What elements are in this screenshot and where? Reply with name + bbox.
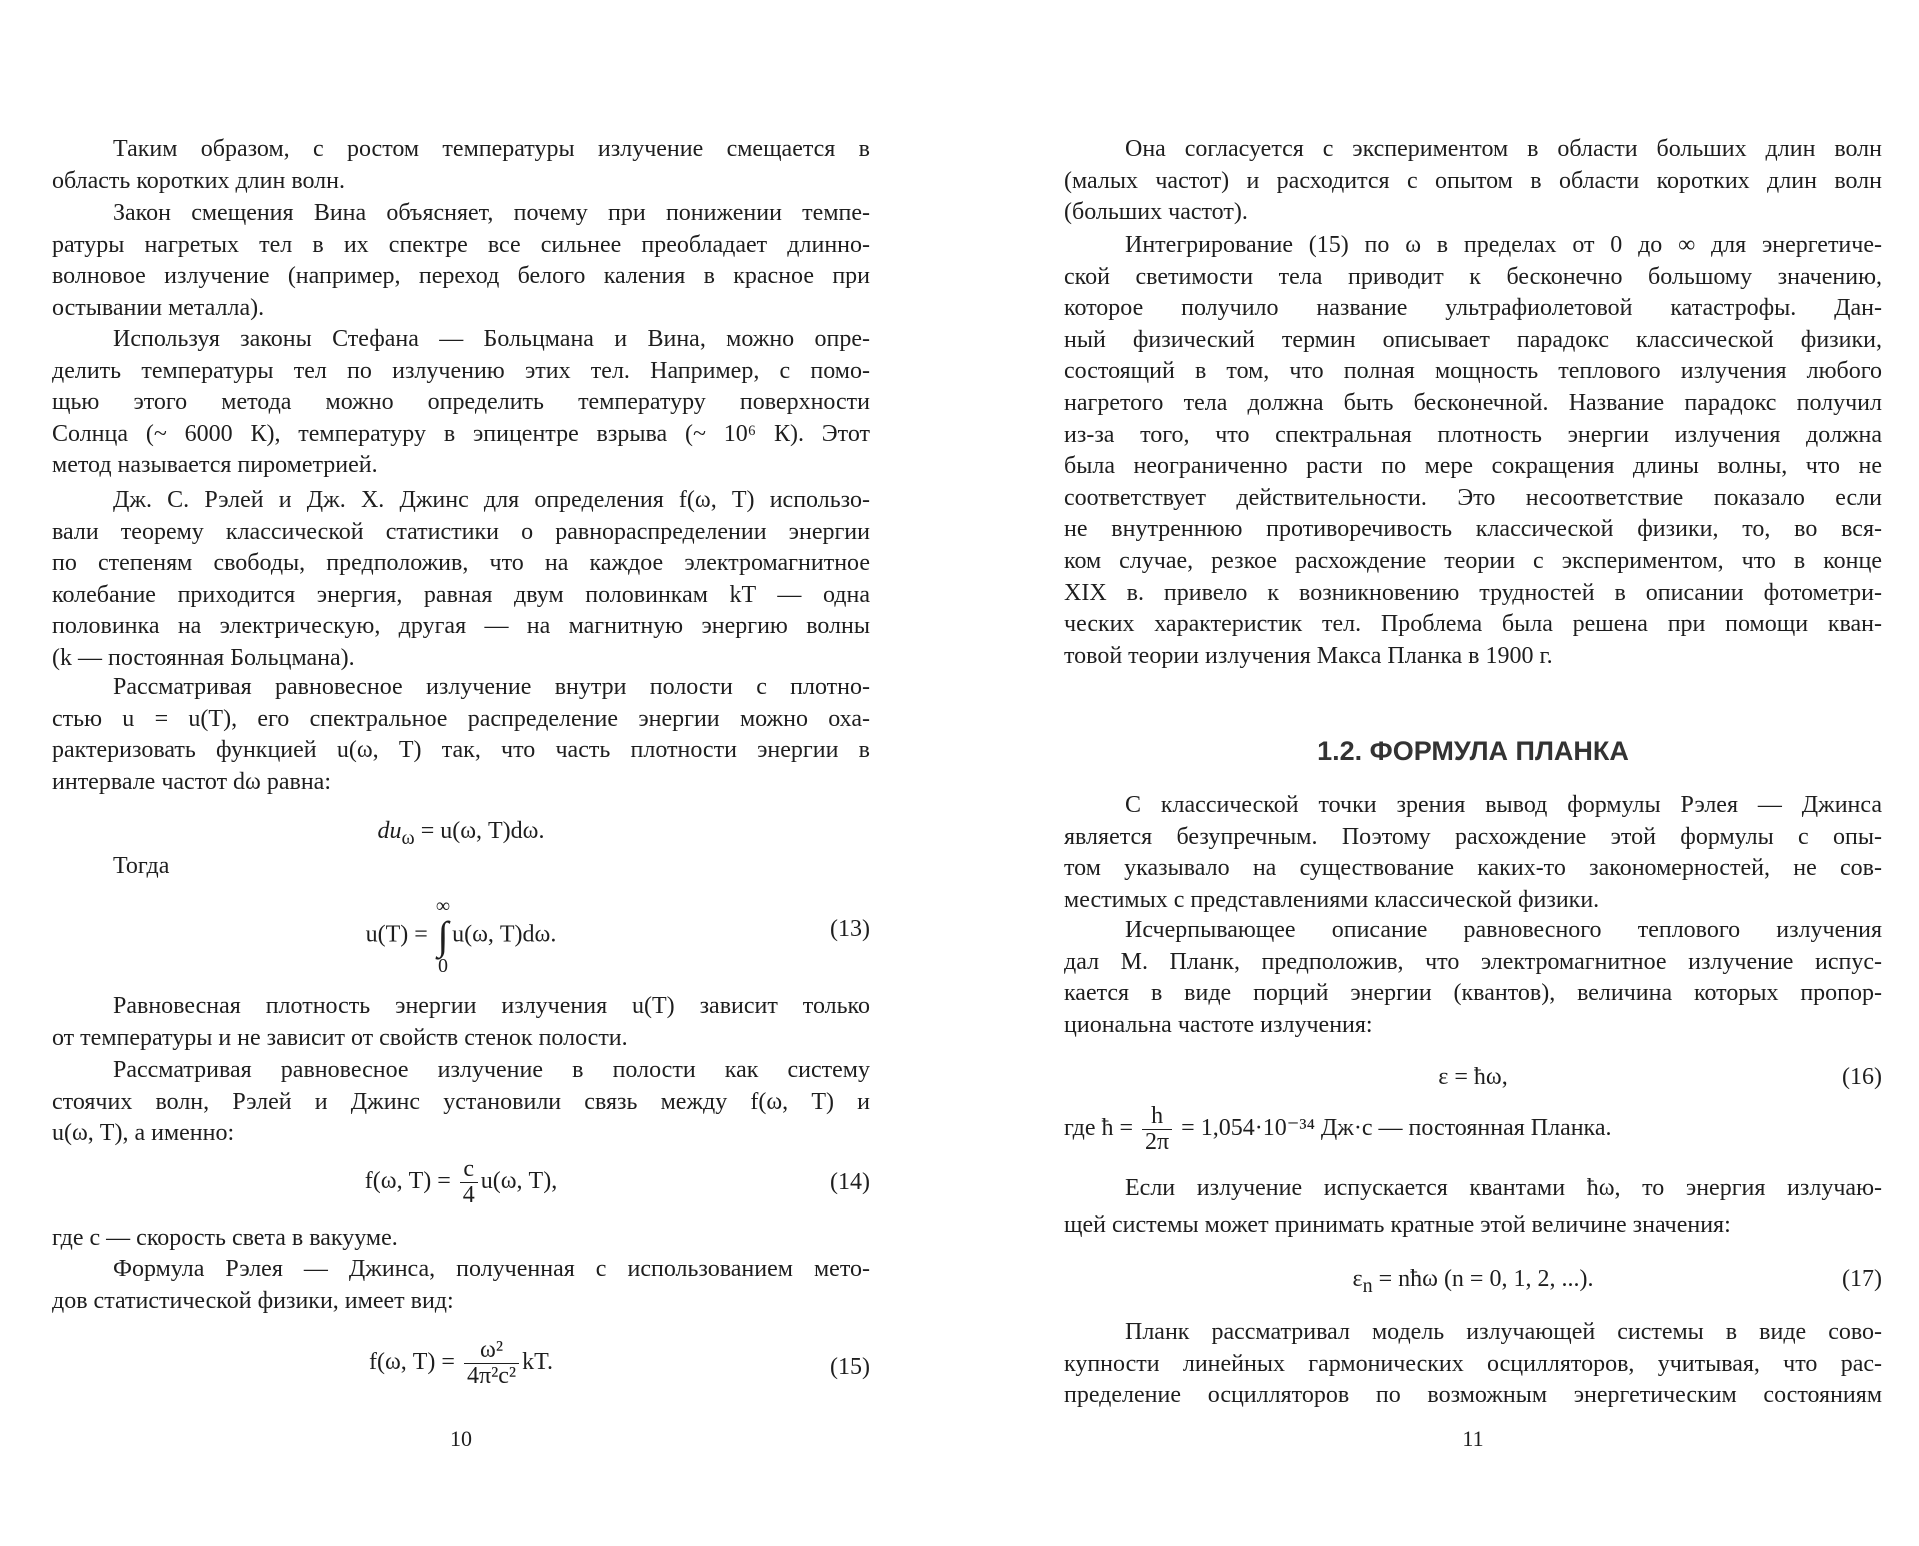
page-number: 11 (1462, 1426, 1484, 1451)
equation-number: (15) (830, 1354, 870, 1380)
formula-part: f(ω, T) = (368, 1349, 461, 1376)
text-line: по степеням свободы, предположив, что на каждое электромагнитное (52, 550, 870, 577)
fraction (464, 1338, 519, 1389)
text-line: соответствует действительности. Это несоответствие показало если (1064, 484, 1882, 511)
formula-part: u(ω, T)dω. (452, 921, 557, 948)
text-line: стью u = u(T), его спектральное распределение энергии можно оха- (52, 705, 870, 732)
text-line: Дж. С. Рэлей и Дж. Х. Джинс для определения f(ω, T) использо- (113, 487, 870, 513)
formula-du (52, 816, 870, 854)
section-heading: 1.2. ФОРМУЛА ПЛАНКА (1317, 736, 1629, 766)
text-line: дал М. Планк, предположив, что электромагнитное излучение испус- (1064, 948, 1882, 975)
text-line: где c — скорость света в вакууме. (52, 1225, 398, 1251)
formula-part: = u(ω, T)dω. (414, 818, 545, 844)
text-line: (малых частот) и расходится с опытом в области коротких длин волн (1064, 167, 1882, 194)
formula-part: h (1142, 1104, 1172, 1130)
text-line: колебание приходится энергия, равная двум половинкам kT — одна (52, 581, 870, 608)
paragraph (1064, 915, 1882, 1041)
page-number: 10 (450, 1426, 472, 1451)
text-line: из-за того, что спектральная плотность энергии излучения должна (1064, 421, 1882, 448)
paragraph (1064, 1170, 1882, 1244)
text-line: не внутреннюю противоречивость классической физики, то, во вся- (1064, 516, 1882, 543)
text-line: купности линейных гармонических осцилляторов, учитывая, что рас- (1064, 1350, 1882, 1377)
formula-part: = 1,054·10⁻³⁴ Дж·с — постоянная Планка. (1175, 1115, 1612, 1142)
planck-constant-line (1064, 1104, 1882, 1160)
text-line: кается в виде порций энергии (квантов), величина которых пропор- (1064, 980, 1882, 1007)
text-line: Она согласуется с экспериментом в области больших длин волн (1125, 136, 1882, 162)
text-line: местимых с представлениями классической физики. (1064, 886, 1600, 913)
paragraph (1064, 790, 1882, 916)
paragraph (1064, 1317, 1882, 1412)
formula-part: ω (401, 826, 415, 849)
paragraph-togda: Тогда (113, 853, 170, 879)
text-line: Используя законы Стефана — Больцмана и Вина, можно опре- (113, 326, 870, 352)
formula-15 (52, 1338, 870, 1398)
text-line: нагретого тела должна быть бесконечной. Название парадокс получил (1064, 389, 1882, 416)
text-line: С классической точки зрения вывод формулы Рэлея — Джинса (1125, 792, 1882, 818)
text-line: которое получило название ультрафиолетовой катастрофы. Дан- (1064, 295, 1882, 322)
paragraph (1064, 230, 1882, 672)
formula-part: n (1362, 1274, 1373, 1297)
paragraph (52, 1055, 870, 1150)
formula-part: где ħ = (1064, 1115, 1140, 1142)
fraction (1142, 1104, 1172, 1155)
paragraph (52, 324, 870, 482)
formula-14 (52, 1157, 870, 1213)
text-line: стоячих волн, Рэлей и Джинс установили связь между f(ω, T) и (52, 1088, 870, 1115)
integral-sign (436, 896, 450, 976)
text-line: состоящий в том, что полная мощность теплового излучения любого (1064, 358, 1882, 385)
text-line: рактеризовать функцией u(ω, T) так, что часть плотности энергии в (52, 737, 870, 764)
formula-part: ∞ (435, 895, 451, 917)
paragraph (52, 672, 870, 798)
paragraph (52, 1254, 870, 1317)
equation-number: (17) (1842, 1266, 1882, 1292)
text-line: Равновесная плотность энергии излучения u(T) зависит только (113, 993, 870, 1019)
paragraph (52, 485, 870, 675)
formula-part: f(ω, T) = (364, 1168, 457, 1195)
text-line: от температуры и не зависит от свойств стенок полости. (52, 1024, 628, 1051)
formula-part: 0 (437, 955, 448, 977)
text-line: остывании металла). (52, 294, 265, 321)
formula-part: u(T) = (365, 921, 434, 948)
paragraph (52, 1223, 870, 1255)
text-line: дов статистической физики, имеет вид: (52, 1287, 454, 1314)
paragraph (52, 134, 870, 197)
text-line: метод называется пирометрией. (52, 452, 378, 479)
formula-part: ε (1352, 1266, 1363, 1292)
paragraph (1064, 134, 1882, 229)
formula-16 (1064, 1062, 1882, 1094)
text-line: u(ω, T), а именно: (52, 1120, 235, 1147)
formula-17 (1064, 1264, 1882, 1302)
text-line: Закон смещения Вина объясняет, почему при понижении темпе- (113, 200, 870, 226)
paragraph (52, 198, 870, 324)
text-line: Формула Рэлея — Джинса, полученная с использованием мето- (113, 1256, 870, 1282)
text-line: Планк рассматривал модель излучающей системы в виде сово- (1125, 1319, 1882, 1345)
text-line: Исчерпывающее описание равновесного теплового излучения (1125, 917, 1882, 943)
paragraph (52, 991, 870, 1054)
formula-part: u(ω, T), (480, 1168, 558, 1195)
text-line: щей системы может принимать кратные этой величине значения: (1064, 1212, 1731, 1238)
text-line: является безупречным. Поэтому расхождение этой формулы с опы- (1064, 823, 1882, 850)
text-line: Таким образом, с ростом температуры излучение смещается в (113, 136, 870, 162)
formula-part: ω² (464, 1338, 519, 1364)
formula-part: du (377, 818, 402, 844)
formula-part: ∫ (437, 913, 449, 958)
text-line: товой теории излучения Макса Планка в 1900 г. (1064, 642, 1553, 669)
formula-13 (52, 890, 870, 977)
text-line: ратуры нагретых тел в их спектре все сильнее преобладает длинно- (52, 231, 870, 258)
text-line: Солнца (~ 6000 К), температуру в эпицентре взрыва (~ 10⁶ К). Этот (52, 420, 870, 447)
text-line: половинка на электрическую, другая — на магнитную энергию волны (52, 613, 870, 640)
text-line: циональна частоте излучения: (1064, 1011, 1373, 1038)
equation-number: (14) (830, 1169, 870, 1195)
text-line: том указывало на существование каких-то закономерностей, не сов- (1064, 855, 1882, 882)
formula-part: c (460, 1157, 478, 1183)
equation-number: (13) (830, 916, 870, 942)
text-line: Рассматривая равновесное излучение в полости как систему (113, 1057, 870, 1083)
equation-number: (16) (1842, 1064, 1882, 1090)
text-line: волновое излучение (например, переход белого каления в красное при (52, 263, 870, 290)
text-line: область коротких длин волн. (52, 167, 345, 194)
text-line: была неограниченно расти по мере сокращения длины волны, что не (1064, 453, 1882, 480)
text-line: Рассматривая равновесное излучение внутри полости с плотно- (113, 674, 870, 700)
formula-part: = nħω (n = 0, 1, 2, ...). (1372, 1266, 1594, 1292)
text-line: (больших частот). (1064, 199, 1248, 226)
text-line: ской светимости тела приводит к бесконечно большому значению, (1064, 263, 1882, 290)
text-line: (k — постоянная Больцмана). (52, 644, 355, 671)
fraction (460, 1157, 478, 1208)
text-line: Если излучение испускается квантами ħω, то энергия излучаю- (1125, 1175, 1882, 1201)
formula-part: kT. (522, 1349, 554, 1376)
formula-part: 4 (462, 1182, 475, 1209)
text-line: ный физический термин описывает парадокс классической физики, (1064, 326, 1882, 353)
text-line: вали теорему классической статистики о равнораспределении энергии (52, 518, 870, 545)
text-line: щью этого метода можно определить температуру поверхности (52, 389, 870, 416)
formula-part: 2π (1145, 1129, 1170, 1156)
text-line: ческих характеристик тел. Проблема была решена при помощи кван- (1064, 611, 1882, 638)
formula-part: 4π²c² (466, 1363, 517, 1390)
formula-part: ε = ħω, (1438, 1064, 1508, 1090)
text-line: делить температуры тел по излучению этих тел. Например, с помо- (52, 357, 870, 384)
text-line: XIX в. привело к возникновению трудностей в описании фотометри- (1064, 579, 1882, 606)
text-line: ком случае, резкое расхождение теории с экспериментом, что в конце (1064, 547, 1882, 574)
right-page (960, 0, 1919, 1546)
text-line: интервале частот dω равна: (52, 768, 331, 795)
text-line: пределение осцилляторов по возможным энергетическим состояниям (1064, 1382, 1882, 1409)
text-line: Интегрирование (15) по ω в пределах от 0 до ∞ для энергетиче- (1125, 232, 1882, 258)
